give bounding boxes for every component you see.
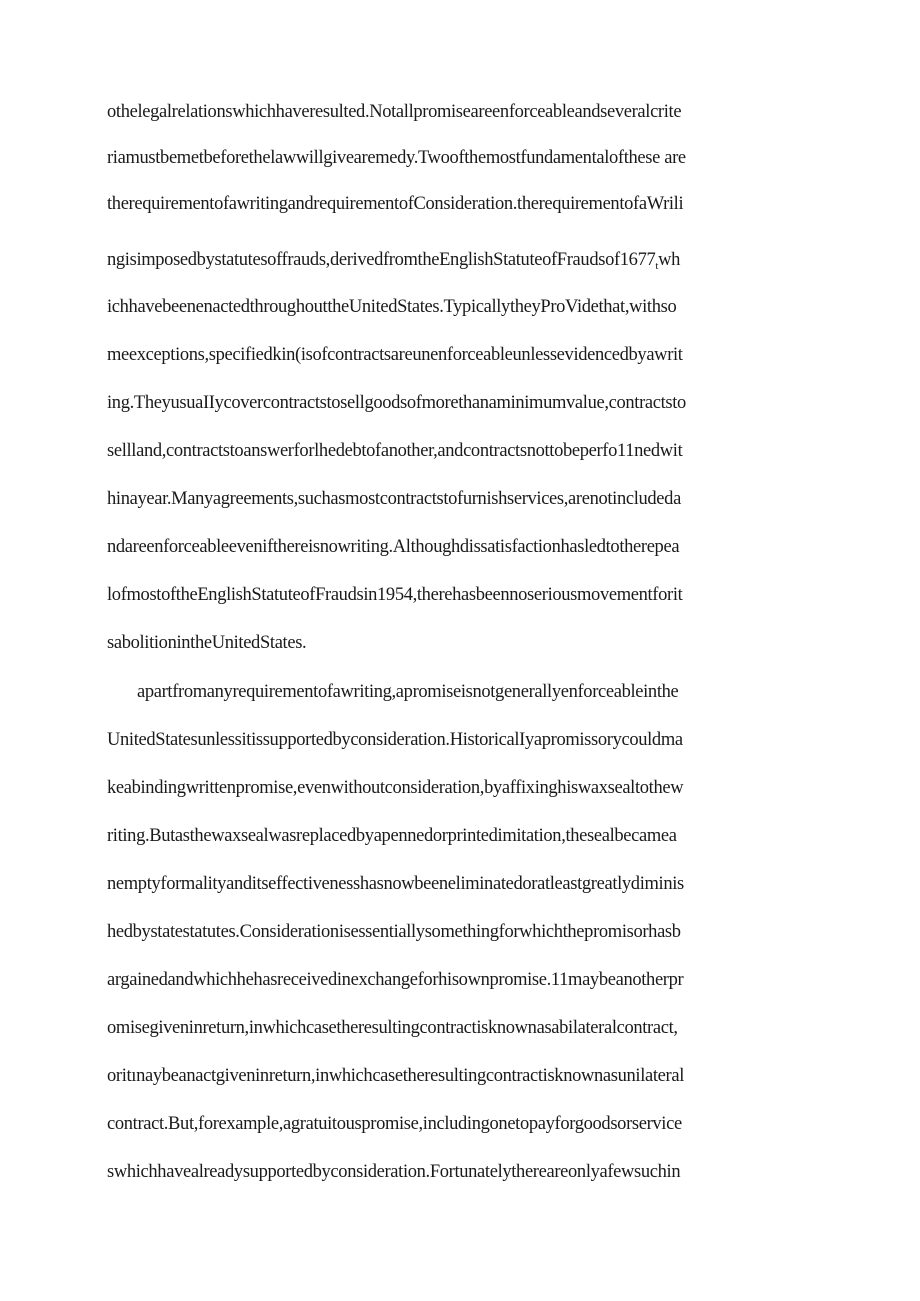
text-line: omisegiveninreturn,inwhichcasetheresultingcontractisknownasabilateralcontract,: [107, 1018, 678, 1038]
text-line: keabindingwrittenpromise,evenwithoutconsideration,byaffixinghiswaxsealtothew: [107, 778, 684, 798]
text-line: ichhavebeenenactedthroughouttheUnitedStates.TypicallytheyProVidethat,withso: [107, 297, 677, 317]
text-line: lofmostoftheEnglishStatuteofFraudsin1954,therehasbeennoseriousmovementforit: [107, 585, 683, 605]
text-line: ing.TheyusuaIIycovercontractstosellgoodsofmorethanaminimumvalue,contractsto: [107, 393, 686, 413]
text-line: oritınaybeanactgiveninreturn,inwhichcasetheresultingcontractisknownasunilateral: [107, 1066, 684, 1086]
text-line: argainedandwhichhehasreceivedinexchangeforhisownpromise.11maybeanotherpr: [107, 970, 684, 990]
text-line: meexceptions,specifiedkin(isofcontractsareunenforceableunlessevidencedbyawrit: [107, 345, 683, 365]
subscript-mark: t: [655, 260, 659, 272]
text-line: UnitedStatesunlessitissupportedbyconsideration.HistoricalIyapromissorycouldma: [107, 730, 683, 750]
text-line: hinayear.Manyagreements,suchasmostcontractstofurnishservices,arenotincludeda: [107, 489, 681, 509]
text-line: riamustbemetbeforethelawwillgivearemedy.Twoofthemostfundamentalofthese are: [107, 148, 686, 168]
text-line: hedbystatestatutes.Considerationisessentiallysomethingforwhichthepromisorhasb: [107, 922, 681, 942]
text-line: ndareenforceableevenifthereisnowriting.Althoughdissatisfactionhasledtotherepea: [107, 537, 680, 557]
text-line: therequirementofawritingandrequirementofConsideration.therequirementofaWrili: [107, 194, 684, 214]
text-line: nemptyformalityanditseffectivenesshasnowbeeneliminatedoratleastgreatlydiminis: [107, 874, 684, 894]
text-line: swhichhavealreadysupportedbyconsideration.Fortunatelythereareonlyafewsuchin: [107, 1162, 681, 1182]
text-line: sellland,contractstoanswerforlhedebtofanother,andcontractsnottobeperfo11nedwit: [107, 441, 683, 461]
text-line: contract.But,forexample,agratuitouspromise,includingonetopayforgoodsorservice: [107, 1114, 682, 1134]
text-line-tail: wh: [658, 250, 681, 270]
text-line: apartfromanyrequirementofawriting,apromiseisnotgenerallyenforceableinthe: [137, 682, 679, 702]
text-line-main: ngisimposedbystatutesoffrauds,derivedfromtheEnglishStatuteofFraudsof1677: [107, 250, 656, 270]
text-line: riting.Butasthewaxsealwasreplacedbyapennedorprintedimitation,thesealbecamea: [107, 826, 677, 846]
text-line: othelegalrelationswhichhaveresulted.Notallpromiseareenforceableandseveralcrite: [107, 102, 682, 122]
text-line: sabolitionintheUnitedStates.: [107, 633, 307, 653]
text-line: [107, 248, 680, 278]
